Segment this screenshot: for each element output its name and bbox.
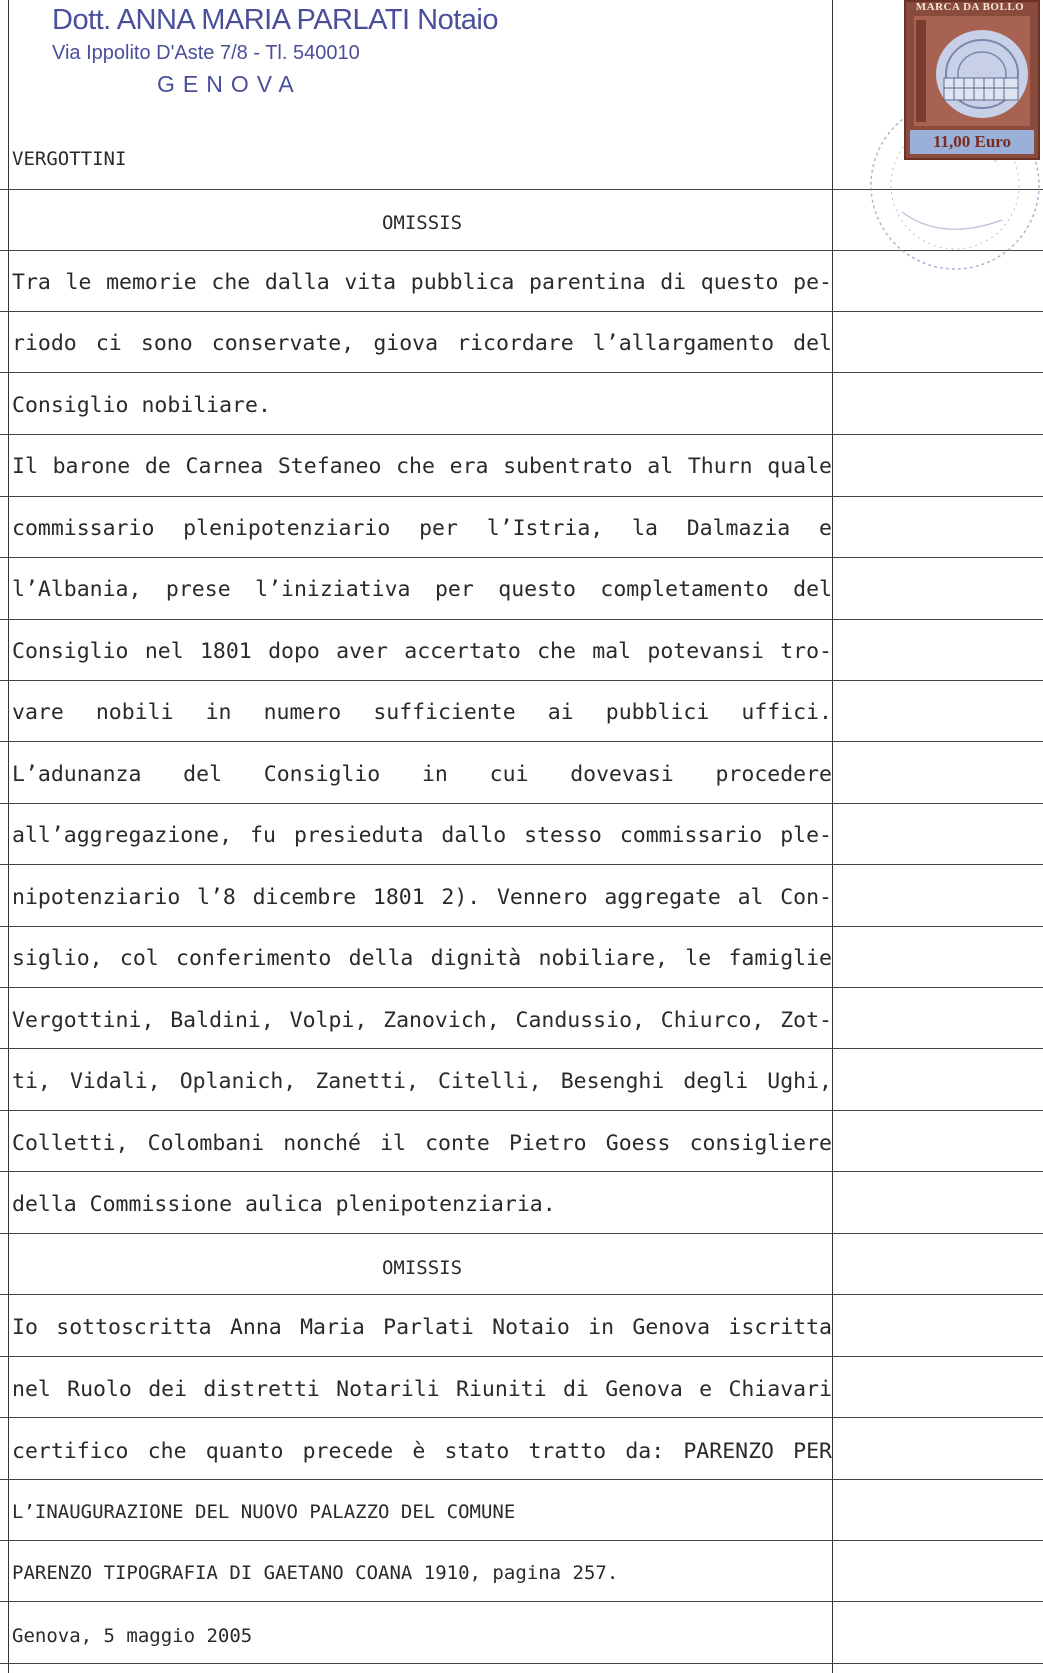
ruled-line xyxy=(0,496,1043,497)
omissis-marker: OMISSIS xyxy=(381,212,463,234)
text-line: riodo ci sono conservate, giova ricordare l’allargamento del xyxy=(12,331,832,356)
text-line: ti, Vidali, Oplanich, Zanetti, Citelli, Besenghi degli Ughi, xyxy=(12,1069,832,1094)
certification-line: L’INAUGURAZIONE DEL NUOVO PALAZZO DEL COMUNE xyxy=(12,1501,516,1523)
ruled-line xyxy=(0,1663,1043,1664)
ruled-line xyxy=(0,803,1043,804)
text-line: siglio, col conferimento della dignità nobiliare, le famiglie xyxy=(12,946,832,971)
text-line: della Commissione aulica plenipotenziaria. xyxy=(12,1192,556,1217)
notary-city: GENOVA xyxy=(157,71,302,97)
document-surname: VERGOTTINI xyxy=(12,148,127,170)
text-line: commissario plenipotenziario per l’Istria, la Dalmazia e xyxy=(12,516,832,541)
revenue-stamp-value: 11,00 Euro xyxy=(910,130,1034,154)
text-line: Colletti, Colombani nonché il conte Pietro Goess consigliere xyxy=(12,1131,832,1156)
ruled-line xyxy=(0,372,1043,373)
text-line: Vergottini, Baldini, Volpi, Zanovich, Candussio, Chiurco, Zot- xyxy=(12,1008,832,1033)
text-line: Il barone de Carnea Stefaneo che era subentrato al Thurn quale xyxy=(12,454,832,479)
ruled-line xyxy=(0,680,1043,681)
text-line: Consiglio nel 1801 dopo aver accertato che mal potevansi tro- xyxy=(12,639,832,664)
text-line: all’aggregazione, fu presieduta dallo stesso commissario ple- xyxy=(12,823,832,848)
certification-line: Io sottoscritta Anna Maria Parlati Notaio in Genova iscritta xyxy=(12,1315,832,1340)
ruled-line xyxy=(0,1540,1043,1541)
colosseum-icon xyxy=(914,16,1030,126)
ruled-line xyxy=(0,1171,1043,1172)
ruled-line xyxy=(0,1048,1043,1049)
ruled-line xyxy=(0,1233,1043,1234)
ruled-line xyxy=(0,1601,1043,1602)
ruled-line xyxy=(0,1356,1043,1357)
text-line: Tra le memorie che dalla vita pubblica parentina di questo pe- xyxy=(12,270,832,295)
ruled-line xyxy=(0,1479,1043,1480)
ruled-line xyxy=(0,434,1043,435)
omissis-marker: OMISSIS xyxy=(381,1257,463,1279)
text-line: vare nobili in numero sufficiente ai pubblici uffici. xyxy=(12,700,832,725)
ruled-line xyxy=(0,619,1043,620)
ruled-line xyxy=(0,987,1043,988)
revenue-stamp-label: MARCA DA BOLLO xyxy=(915,1,1025,13)
certification-line: nel Ruolo dei distretti Notarili Riuniti di Genova e Chiavari xyxy=(12,1377,832,1402)
ruled-line xyxy=(0,741,1043,742)
notary-address: Via Ippolito D'Aste 7/8 - Tl. 540010 xyxy=(52,42,360,64)
ruled-line xyxy=(0,1110,1043,1111)
text-line: Consiglio nobiliare. xyxy=(12,393,271,418)
ruled-line xyxy=(0,864,1043,865)
ruled-line xyxy=(0,1294,1043,1295)
certification-line: PARENZO TIPOGRAFIA DI GAETANO COANA 1910, pagina 257. xyxy=(12,1562,619,1584)
text-line: l’Albania, prese l’iniziativa per questo completamento del xyxy=(12,577,832,602)
text-line: nipotenziario l’8 dicembre 1801 2). Vennero aggregate al Con- xyxy=(12,885,832,910)
notary-name: Dott. ANNA MARIA PARLATI Notaio xyxy=(52,4,498,36)
ruled-line xyxy=(0,557,1043,558)
ruled-line xyxy=(0,311,1043,312)
text-line: L’adunanza del Consiglio in cui dovevasi procedere xyxy=(12,762,832,787)
revenue-stamp xyxy=(904,0,1040,160)
certification-line: certifico che quanto precede è stato tratto da: PARENZO PER xyxy=(12,1439,832,1464)
ruled-line xyxy=(0,1417,1043,1418)
certification-date: Genova, 5 maggio 2005 xyxy=(12,1625,253,1647)
ruled-line xyxy=(0,926,1043,927)
